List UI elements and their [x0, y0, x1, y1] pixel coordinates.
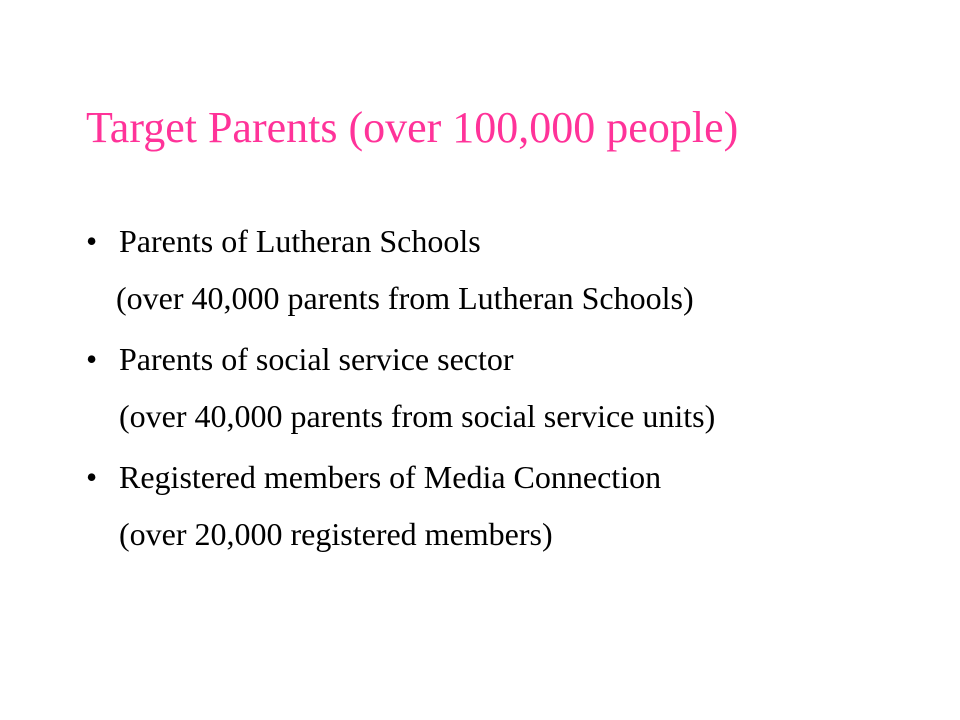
- slide-title: Target Parents (over 100,000 people): [86, 103, 739, 152]
- bullet-detail-media-connection: (over 20,000 registered members): [119, 516, 553, 552]
- bullet-item-media-connection: • Registered members of Media Connection: [86, 454, 906, 500]
- slide-body: [86, 218, 906, 572]
- bullet-item-lutheran-schools: • Parents of Lutheran Schools: [86, 218, 906, 264]
- bullet-item-social-service: • Parents of social service sector: [86, 336, 906, 382]
- bullet-detail-lutheran-schools: (over 40,000 parents from Lutheran Schools): [116, 280, 694, 316]
- bullet-detail-social-service: (over 40,000 parents from social service units): [119, 398, 716, 434]
